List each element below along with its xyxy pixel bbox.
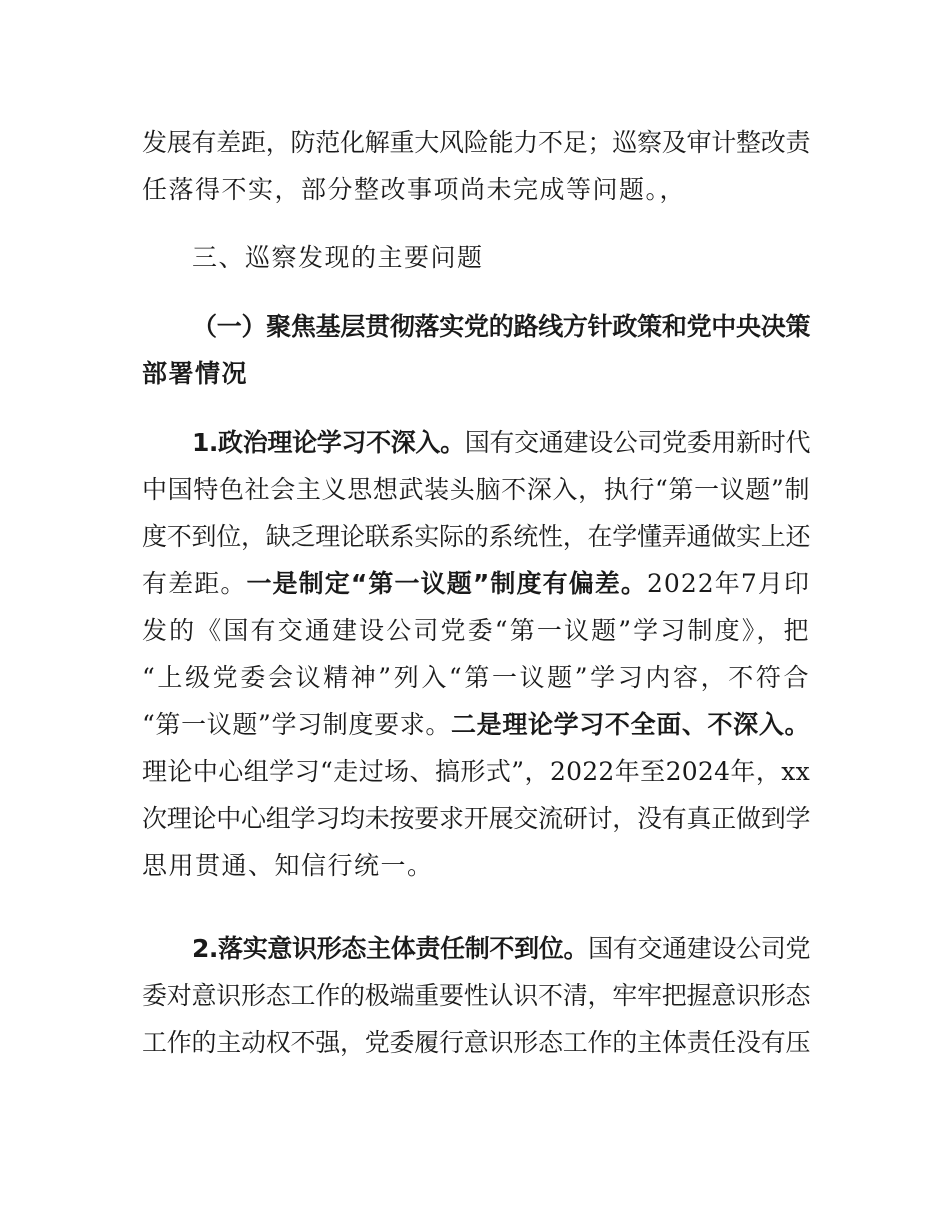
paragraph-item-2 — [142, 925, 810, 1066]
heading-text: 部署情况 — [142, 359, 249, 388]
section-heading-3 — [142, 234, 810, 281]
heading-text: （一）聚焦基层贯彻落实党的路线方针政策和党中央决策 — [192, 312, 810, 341]
text-line: 发的《国有交通建设公司党委“第一议题”学习制度》，把 — [142, 616, 810, 645]
heading-text: 三、巡察发现的主要问题 — [192, 243, 484, 272]
text-line: 有差距。一是制定“第一议题”制度有偏差。2022年7月印 — [142, 569, 810, 598]
item-title: 1.政治理论学习不深入。 — [192, 428, 465, 457]
text-line: 次理论中心组学习均未按要求开展交流研讨，没有真正做到学 — [142, 804, 811, 833]
text-line: 思用贯通、知信行统一。 — [142, 851, 434, 880]
paragraph-item-1 — [142, 419, 810, 889]
subsection-heading-1 — [142, 303, 810, 397]
text-line: 发展有差距，防范化解重大风险能力不足；巡察及审计整改责 — [142, 128, 811, 157]
text-line: “第一议题”学习制度要求。二是理论学习不全面、不深入。 — [142, 710, 810, 739]
item-title: 2.落实意识形态主体责任制不到位。 — [192, 934, 589, 963]
text-line: 工作的主动权不强，党委履行意识形态工作的主体责任没有压 — [142, 1028, 811, 1057]
text-line: 任落得不实，部分整改事项尚未完成等问题。， — [142, 175, 687, 204]
text-line: “上级党委会议精神”列入“第一议题”学习内容，不符合 — [142, 663, 810, 692]
text-line: 2.落实意识形态主体责任制不到位。国有交通建设公司党 — [192, 934, 810, 963]
text-line: 中国特色社会主义思想武装头脑不深入，执行“第一议题”制 — [142, 475, 810, 504]
paragraph-summary — [142, 119, 810, 213]
bold-point-2: 二是理论学习不全面、不深入。 — [451, 710, 810, 739]
text-line: 度不到位，缺乏理论联系实际的系统性，在学懂弄通做实上还 — [142, 522, 811, 551]
text-line: 1.政治理论学习不深入。国有交通建设公司党委用新时代 — [192, 428, 810, 457]
text-line: 委对意识形态工作的极端重要性认识不清，牢牢把握意识形态 — [142, 981, 811, 1010]
text-line: 理论中心组学习“走过场、搞形式”，2022年至2024年，xx — [142, 757, 810, 786]
bold-point-1: 一是制定“第一议题”制度有偏差。 — [246, 569, 648, 598]
